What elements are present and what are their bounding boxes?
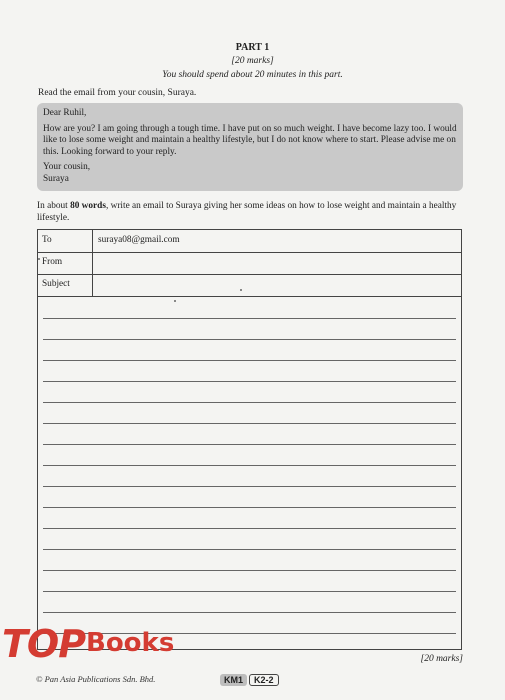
code-k2: K2-2 [249, 674, 279, 686]
answer-line[interactable] [43, 486, 456, 487]
speck [240, 289, 242, 291]
email-greeting: Dear Ruhil, [43, 108, 87, 118]
subject-row [38, 274, 461, 297]
answer-line[interactable] [43, 528, 456, 529]
answer-line[interactable] [43, 360, 456, 361]
from-row [38, 252, 461, 275]
writing-task: In about 80 words, write an email to Suraya giving her some ideas on how to lose weight and maintain a healthy lifestyle. [37, 201, 457, 223]
answer-line[interactable] [43, 591, 456, 592]
answer-line[interactable] [43, 402, 456, 403]
publisher: © Pan Asia Publications Sdn. Bhd. [36, 674, 156, 684]
read-prompt: Read the email from your cousin, Suraya. [38, 88, 197, 98]
email-answer-form [37, 229, 462, 650]
code-km1: KM1 [220, 674, 247, 686]
from-label: From [42, 257, 63, 267]
footer-marks: [20 marks] [420, 654, 463, 664]
word-count: 80 words [70, 201, 106, 211]
email-closing: Your cousin, [43, 162, 91, 172]
marks-label: [20 marks] [231, 56, 274, 66]
logo-top: TOP [2, 622, 86, 666]
part-title: PART 1 [235, 42, 270, 53]
answer-line[interactable] [43, 318, 456, 319]
topbooks-logo [0, 622, 210, 676]
answer-line[interactable] [43, 549, 456, 550]
answer-line[interactable] [43, 465, 456, 466]
to-label: To [42, 235, 52, 245]
speck [174, 300, 176, 302]
answer-line[interactable] [43, 612, 456, 613]
answer-line[interactable] [43, 444, 456, 445]
answer-line[interactable] [43, 339, 456, 340]
to-row [38, 230, 461, 253]
logo-books: Books [86, 628, 175, 658]
email-body: How are you? I am going through a tough time. I have put on so much weight. I have become lazy too. I would like to lose some weight and maintain a healthy lifestyle, but I do not know where to start. Please advise me on this. Looking forward to your reply. [43, 123, 457, 157]
speck [38, 258, 40, 260]
time-instruction: You should spend about 20 minutes in this part. [162, 70, 343, 80]
email-signature: Suraya [43, 173, 69, 184]
answer-line[interactable] [43, 381, 456, 382]
to-field[interactable]: suraya08@gmail.com [98, 235, 180, 245]
cousin-email [37, 103, 463, 191]
answer-line[interactable] [43, 570, 456, 571]
subject-label: Subject [42, 279, 70, 289]
page-code [220, 674, 279, 686]
answer-line[interactable] [43, 507, 456, 508]
answer-line[interactable] [43, 423, 456, 424]
